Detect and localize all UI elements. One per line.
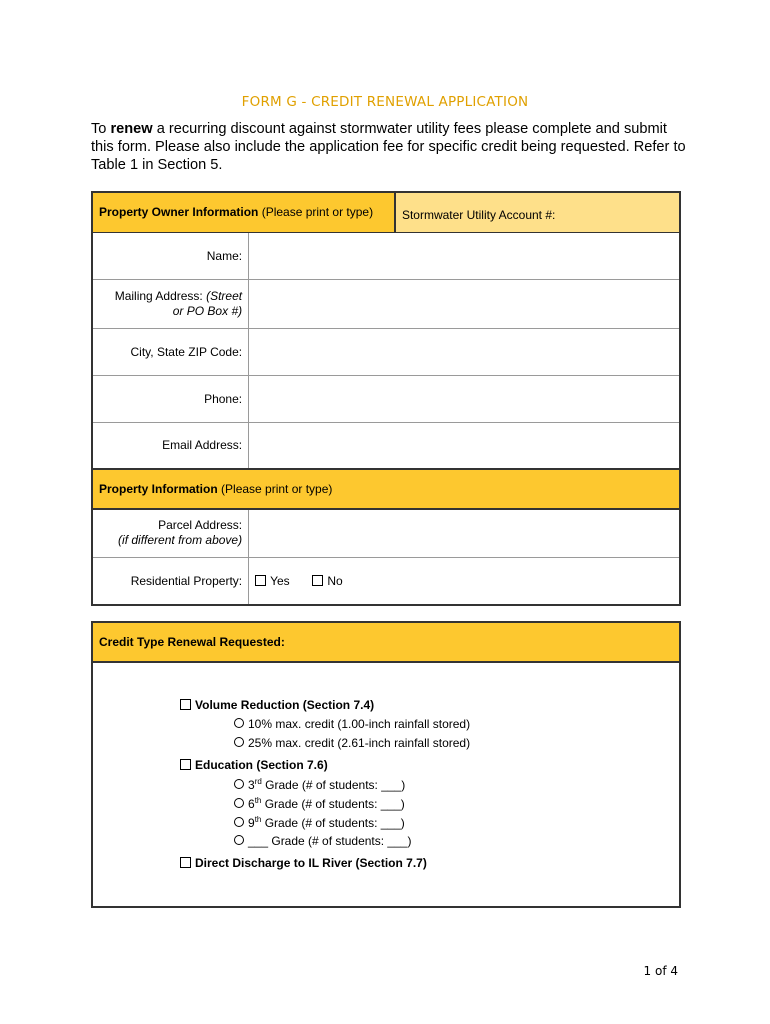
account-number-field[interactable]: Stormwater Utility Account #: [395, 192, 680, 232]
direct-discharge-option[interactable]: Direct Discharge to IL River (Section 7.7) [180, 856, 427, 870]
city-state-zip-input[interactable] [249, 328, 680, 375]
phone-input[interactable] [249, 375, 680, 422]
intro-paragraph: To renew a recurring discount against stormwater utility fees please complete and submit this form. Please also include the application fee for specific credit being requested. Refer to Table 1 in Section 5. [91, 121, 686, 173]
grade-3-option[interactable]: 3rd Grade (# of students: ___) [234, 777, 405, 792]
phone-label: Phone: [92, 375, 249, 422]
parcel-address-input[interactable] [249, 509, 680, 557]
name-label: Name: [92, 232, 249, 279]
residential-options [249, 557, 680, 605]
city-state-zip-label: City, State ZIP Code: [92, 328, 249, 375]
checkbox-icon[interactable] [255, 575, 266, 586]
checkbox-icon[interactable] [180, 759, 191, 770]
owner-property-table [91, 191, 681, 606]
grade-6-option[interactable]: 6th Grade (# of students: ___) [234, 796, 405, 811]
residential-property-label: Residential Property: [92, 557, 249, 605]
radio-icon[interactable] [234, 835, 244, 845]
radio-icon[interactable] [234, 779, 244, 789]
checkbox-icon[interactable] [180, 857, 191, 868]
owner-info-header: Property Owner Information (Please print or type) [92, 192, 395, 232]
radio-icon[interactable] [234, 737, 244, 747]
residential-yes-option[interactable]: Yes [255, 574, 290, 588]
residential-no-option[interactable]: No [312, 574, 342, 588]
radio-icon[interactable] [234, 718, 244, 728]
page-title: FORM G - CREDIT RENEWAL APPLICATION [241, 94, 529, 110]
mailing-address-label: Mailing Address: (Street or PO Box #) [92, 279, 249, 328]
property-info-header: Property Information (Please print or type) [92, 469, 680, 509]
checkbox-icon[interactable] [312, 575, 323, 586]
page-number: 1 of 4 [643, 964, 678, 978]
parcel-address-label: Parcel Address: (if different from above) [92, 509, 249, 557]
credit-type-header: Credit Type Renewal Requested: [92, 622, 680, 662]
grade-9-option[interactable]: 9th Grade (# of students: ___) [234, 815, 405, 830]
name-input[interactable] [249, 232, 680, 279]
volume-10-percent-option[interactable]: 10% max. credit (1.00-inch rainfall stored) [234, 717, 470, 731]
volume-25-percent-option[interactable]: 25% max. credit (2.61-inch rainfall stored) [234, 736, 470, 750]
email-label: Email Address: [92, 422, 249, 469]
mailing-address-input[interactable] [249, 279, 680, 328]
grade-other-option[interactable]: ___ Grade (# of students: ___) [234, 834, 411, 848]
radio-icon[interactable] [234, 798, 244, 808]
volume-reduction-option[interactable]: Volume Reduction (Section 7.4) [180, 698, 374, 712]
email-input[interactable] [249, 422, 680, 469]
checkbox-icon[interactable] [180, 699, 191, 710]
radio-icon[interactable] [234, 817, 244, 827]
education-option[interactable]: Education (Section 7.6) [180, 758, 328, 772]
renew-emphasis: renew [110, 121, 153, 137]
